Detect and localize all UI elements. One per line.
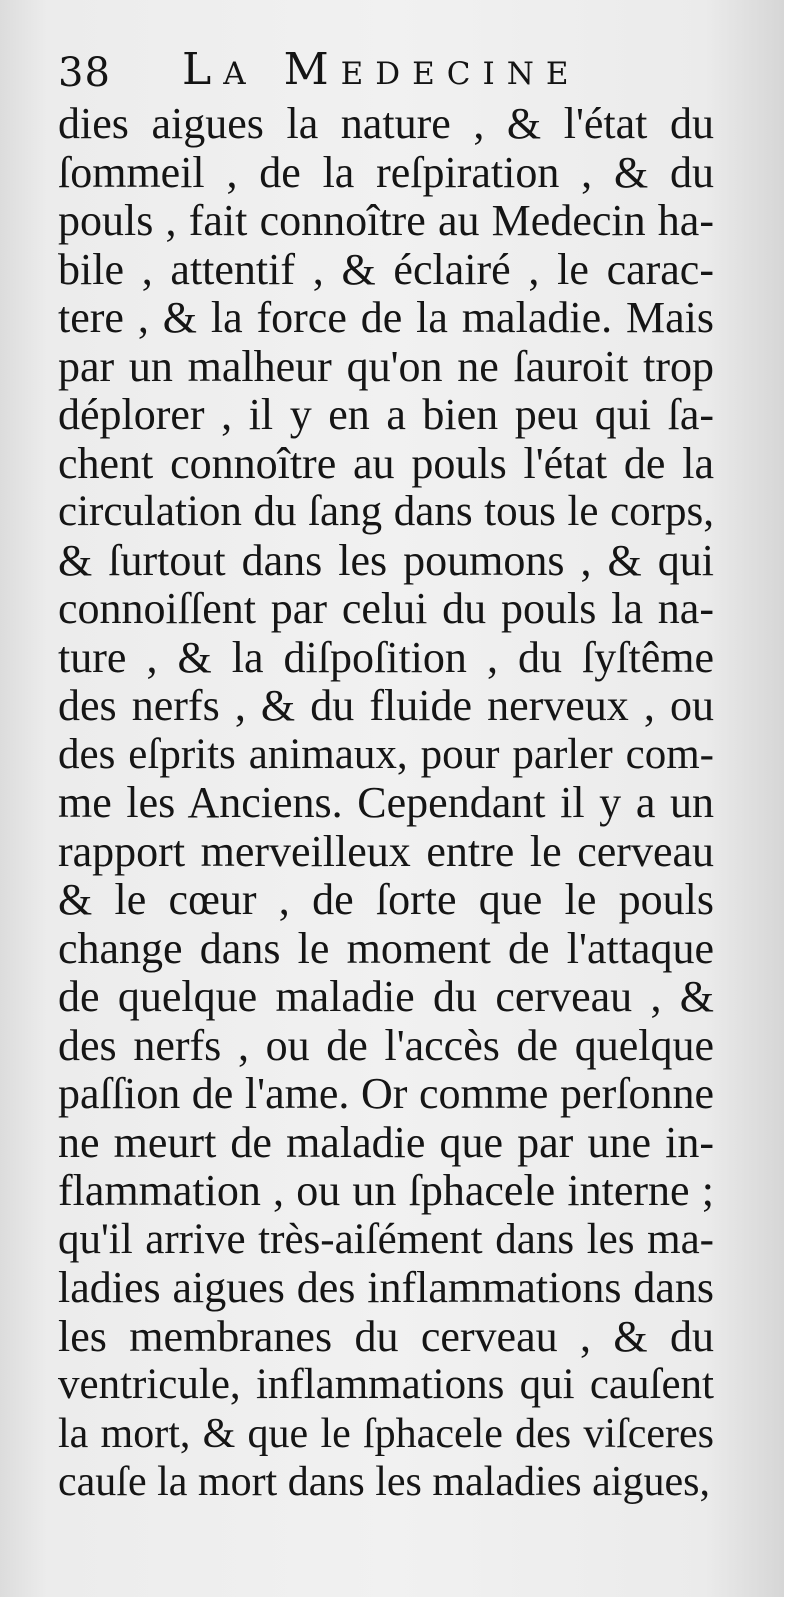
page-edge: [784, 0, 800, 1597]
text-line: paſſion de l'ame. Or comme perſonne: [58, 1069, 714, 1118]
text-line: des eſprits animaux, pour parler com-: [58, 730, 714, 778]
text-line: qu'il arrive très-aiſément dans les ma-: [58, 1215, 714, 1263]
page-number: 38: [58, 50, 111, 96]
text-line: me les Anciens. Cependant il y a un: [58, 778, 714, 827]
running-title: La Medecine: [182, 44, 581, 95]
text-line: & ſurtout dans les poumons , & qui: [58, 535, 714, 585]
text-line: circulation du ſang dans tous le corps,: [58, 488, 714, 535]
text-line: la mort, & que le ſphacele des viſceres: [58, 1410, 714, 1457]
text-line: de quelque maladie du cerveau , &: [58, 972, 714, 1021]
text-line: pouls , fait connoître au Medecin ha-: [58, 196, 714, 245]
text-line: dies aigues la nature , & l'état du: [58, 99, 714, 148]
text-line: des nerfs , ou de l'accès de quelque: [58, 1020, 714, 1070]
text-line: ventricule, inflammations qui cauſent: [58, 1361, 714, 1408]
text-line: chent connoître au pouls l'état de la: [58, 438, 714, 488]
text-line: ne meurt de maladie que par une in-: [58, 1117, 714, 1167]
text-line: cauſe la mort dans les maladies aigues,: [58, 1459, 710, 1505]
text-line: tere , & la force de la maladie. Mais: [58, 293, 714, 342]
text-line: connoiſſent par celui du pouls la na-: [58, 584, 714, 633]
text-line: ture , & la diſpoſition , du ſyſtême: [58, 632, 714, 682]
text-line: ladies aigues des inflammations dans: [58, 1263, 714, 1312]
body-text: [58, 100, 714, 1507]
text-line: change dans le moment de l'attaque: [58, 923, 714, 973]
text-line: des nerfs , & du fluide nerveux , ou: [58, 681, 714, 730]
text-line: & le cœur , de ſorte que le pouls: [58, 875, 714, 924]
text-line: ſommeil , de la reſpiration , & du: [58, 147, 714, 197]
text-line: déplorer , il y en a bien peu qui ſa-: [58, 390, 714, 439]
text-line: les membranes du cerveau , & du: [58, 1311, 714, 1361]
text-line: flammation , ou un ſphacele interne ;: [58, 1166, 714, 1215]
text-line: rapport merveilleux entre le cerveau: [58, 826, 714, 876]
text-line: bile , attentif , & éclairé , le carac-: [58, 244, 714, 294]
text-line: par un malheur qu'on ne ſauroit trop: [58, 341, 714, 391]
